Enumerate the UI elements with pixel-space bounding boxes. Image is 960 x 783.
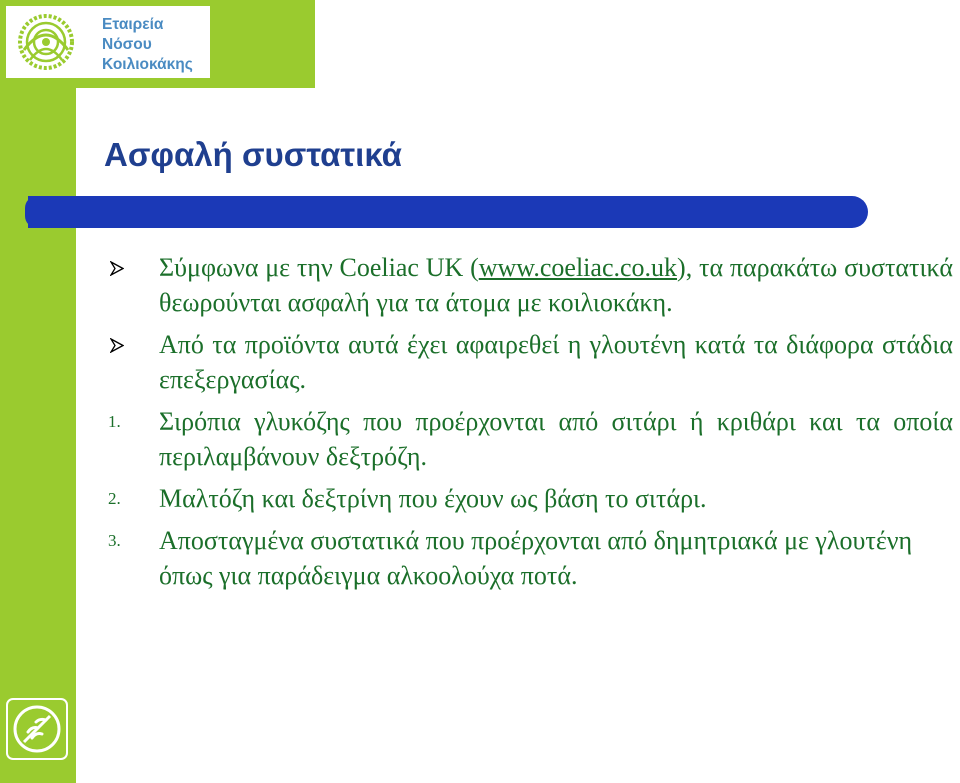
- bullet-text: Από τα προϊόντα αυτά έχει αφαιρεθεί η γλουτένη κατά τα διάφορα στάδια επεξεργασίας.: [159, 330, 953, 394]
- logo-line-1: Εταιρεία: [102, 16, 164, 33]
- numbered-item-text: Σιρόπια γλυκόζης που προέρχονται από σιτάρι ή κριθάρι και τα οποία περιλαμβάνουν δεξτρόζη.: [159, 407, 953, 471]
- bullet-item: [108, 250, 953, 320]
- item-number: 1.: [108, 412, 121, 431]
- coeliac-link[interactable]: www.coeliac.co.uk: [478, 253, 678, 282]
- logo-line-2: Νόσου: [102, 36, 152, 53]
- arrow-bullet-icon: [110, 338, 124, 353]
- logo-line-3: Κοιλιοκάκης: [102, 56, 193, 73]
- left-sidebar: [0, 0, 76, 783]
- numbered-item: [108, 481, 953, 516]
- society-logo-icon: [14, 10, 78, 74]
- bullet-item: [108, 327, 953, 397]
- bullet-text-before: Σύμφωνα με την Coeliac UK (: [159, 253, 479, 282]
- item-number: 2.: [108, 489, 121, 508]
- gluten-free-icon: [6, 698, 68, 760]
- slide-body: [108, 250, 953, 600]
- numbered-item: [108, 404, 953, 474]
- logo-wordmark: [102, 15, 193, 75]
- bullet-text-after: ), τα παρακάτω συστατικά θεωρούνται ασφαλή για τα άτομα με κοιλιοκάκη.: [159, 253, 953, 317]
- logo: [6, 6, 210, 78]
- arrow-bullet-icon: [110, 261, 124, 276]
- slide-title: Ασφαλή συστατικά: [104, 136, 402, 173]
- numbered-item-text: Αποσταγμένα συστατικά που προέρχονται από δημητριακά με γλουτένη όπως για παράδειγμα αλκοολούχα ποτά.: [159, 526, 913, 590]
- title-underline-bar: [28, 196, 868, 228]
- numbered-item: [108, 523, 953, 593]
- numbered-item-text: Μαλτόζη και δεξτρίνη που έχουν ως βάση το σιτάρι.: [159, 484, 707, 513]
- item-number: 3.: [108, 531, 121, 550]
